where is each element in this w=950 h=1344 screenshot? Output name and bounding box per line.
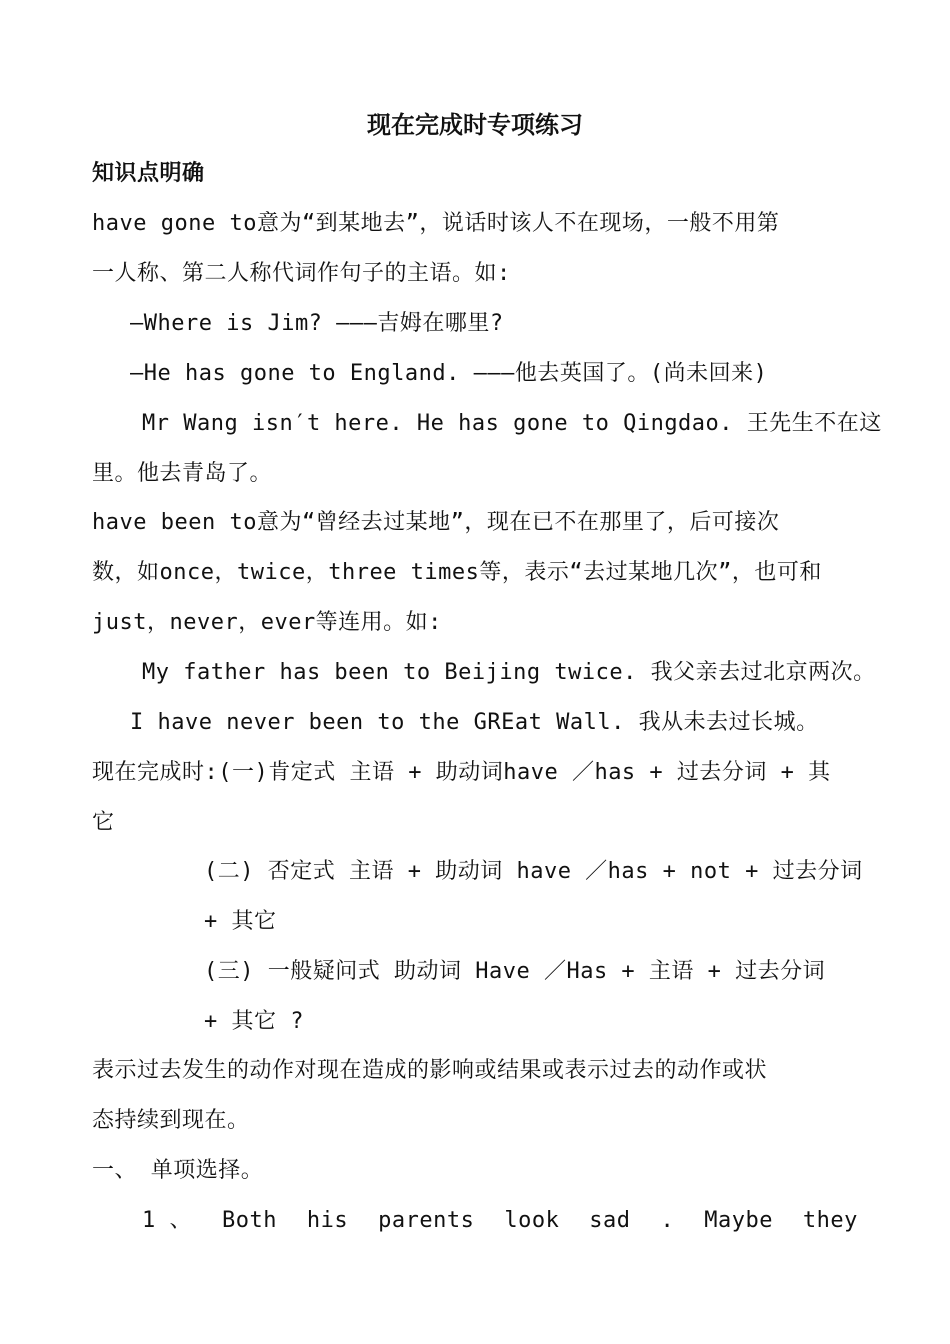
text-line: 它	[92, 810, 115, 835]
section-heading: 知识点明确	[92, 160, 205, 186]
question-number: 1 、	[142, 1208, 192, 1233]
example-line: My father has been to Beijing twice. 我父亲去过北京两次。	[142, 660, 876, 685]
example-line: —He has gone to England. ———他去英国了。(尚未回来)	[130, 361, 768, 386]
text-line: 一人称、第二人称代词作句子的主语。如:	[92, 261, 511, 286]
question-word: they	[802, 1208, 858, 1233]
text-line: 里。他去青岛了。	[92, 461, 273, 486]
formula-line: (二) 否定式 主语 + 助动词 have ／has + not + 过去分词	[204, 859, 863, 884]
question-1-line	[142, 1206, 858, 1236]
text-line: 态持续到现在。	[92, 1108, 250, 1133]
question-word: parents	[378, 1208, 475, 1233]
page-title: 现在完成时专项练习	[367, 110, 583, 139]
text-line: have gone to意为“到某地去”，说话时该人不在现场，一般不用第	[92, 211, 780, 236]
formula-line: + 其它 ?	[204, 1009, 304, 1034]
example-line: Mr Wang isn′t here. He has gone to Qingdao. 王先生不在这	[142, 411, 882, 436]
formula-line: (三) 一般疑问式 助动词 Have ／Has + 主语 + 过去分词	[204, 959, 826, 984]
text-line: 现在完成时:(一)肯定式 主语 + 助动词have ／has + 过去分词 + 其	[92, 760, 831, 785]
text-line: 数，如once，twice，three times等，表示“去过某地几次”，也可和	[92, 560, 822, 585]
exercise-heading: 一、 单项选择。	[92, 1158, 264, 1183]
example-line: —Where is Jim? ———吉姆在哪里?	[130, 311, 504, 336]
text-line: just，never，ever等连用。如:	[92, 610, 442, 635]
question-word: .	[660, 1208, 675, 1233]
example-line: I have never been to the GREat Wall. 我从未去过长城。	[130, 710, 819, 735]
formula-line: + 其它	[204, 909, 277, 934]
question-word: look	[504, 1208, 560, 1233]
text-line: have been to意为“曾经去过某地”，现在已不在那里了，后可接次	[92, 510, 780, 535]
text-line: 表示过去发生的动作对现在造成的影响或结果或表示过去的动作或状	[92, 1058, 768, 1083]
question-word: Both	[221, 1208, 277, 1233]
question-word: sad	[589, 1208, 631, 1233]
question-word: Maybe	[704, 1208, 773, 1233]
question-word: his	[306, 1208, 349, 1233]
